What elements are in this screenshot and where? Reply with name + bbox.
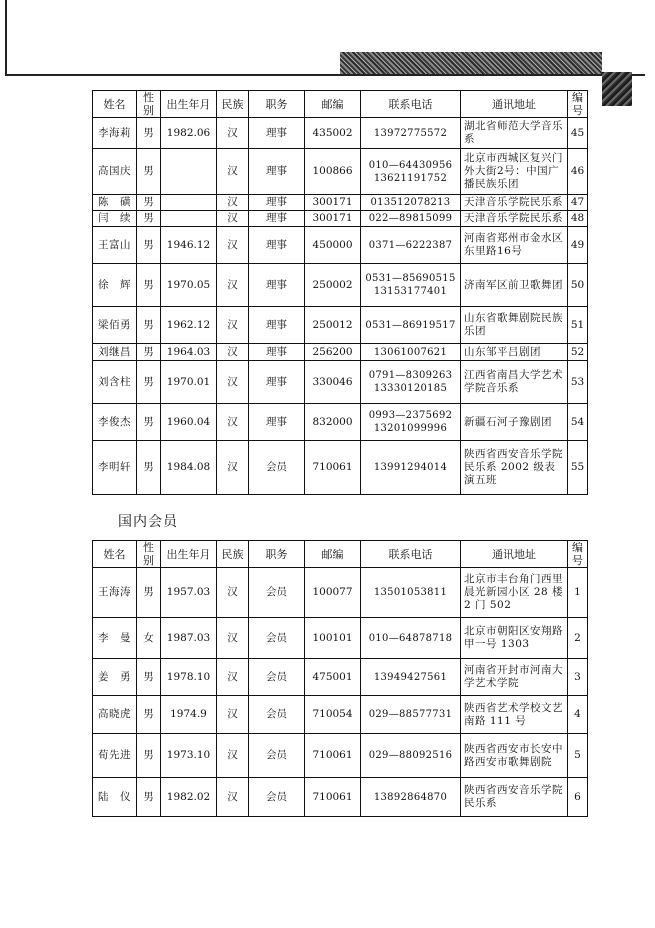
cell-postcode: 710054 bbox=[305, 696, 361, 734]
cell-birth: 1974.9 bbox=[161, 696, 217, 734]
cell-ethnicity: 汉 bbox=[217, 195, 249, 211]
left-margin-rule bbox=[5, 0, 7, 76]
cell-birth: 1984.08 bbox=[161, 441, 217, 495]
col-header: 出生年月 bbox=[161, 541, 217, 568]
cell-address: 天津音乐学院民乐系 bbox=[461, 211, 568, 227]
col-header: 民族 bbox=[217, 91, 249, 118]
cell-address: 陕西省艺术学校文艺南路 111 号 bbox=[461, 696, 568, 734]
cell-gender: 男 bbox=[137, 404, 161, 441]
cell-position: 理事 bbox=[249, 307, 305, 344]
cell-gender: 女 bbox=[137, 618, 161, 659]
cell-position: 理事 bbox=[249, 361, 305, 404]
cell-number: 4 bbox=[568, 696, 588, 734]
cell-number: 51 bbox=[568, 307, 588, 344]
cell-number: 50 bbox=[568, 264, 588, 307]
col-header: 民族 bbox=[217, 541, 249, 568]
col-header: 联系电话 bbox=[361, 91, 461, 118]
cell-postcode: 330046 bbox=[305, 361, 361, 404]
cell-gender: 男 bbox=[137, 195, 161, 211]
cell-name: 荀先进 bbox=[93, 734, 137, 778]
cell-gender: 男 bbox=[137, 778, 161, 817]
cell-ethnicity: 汉 bbox=[217, 568, 249, 618]
cell-ethnicity: 汉 bbox=[217, 734, 249, 778]
cell-birth: 1982.02 bbox=[161, 778, 217, 817]
cell-position: 会员 bbox=[249, 696, 305, 734]
cell-gender: 男 bbox=[137, 441, 161, 495]
table-header-row bbox=[93, 541, 588, 568]
cell-birth: 1946.12 bbox=[161, 227, 217, 264]
cell-birth: 1987.03 bbox=[161, 618, 217, 659]
table-row bbox=[93, 264, 588, 307]
cell-phone: 022—89815099 bbox=[361, 211, 461, 227]
cell-name: 李俊杰 bbox=[93, 404, 137, 441]
cell-postcode: 100077 bbox=[305, 568, 361, 618]
cell-postcode: 300171 bbox=[305, 195, 361, 211]
cell-name: 高国庆 bbox=[93, 149, 137, 195]
col-header: 编号 bbox=[568, 541, 588, 568]
cell-ethnicity: 汉 bbox=[217, 696, 249, 734]
cell-gender: 男 bbox=[137, 227, 161, 264]
cell-ethnicity: 汉 bbox=[217, 778, 249, 817]
cell-phone: 0371—6222387 bbox=[361, 227, 461, 264]
cell-postcode: 250012 bbox=[305, 307, 361, 344]
cell-ethnicity: 汉 bbox=[217, 441, 249, 495]
cell-phone: 010—64878718 bbox=[361, 618, 461, 659]
table-row bbox=[93, 211, 588, 227]
cell-position: 会员 bbox=[249, 568, 305, 618]
cell-name: 李海莉 bbox=[93, 118, 137, 149]
col-header: 编号 bbox=[568, 91, 588, 118]
cell-name: 李 曼 bbox=[93, 618, 137, 659]
cell-position: 理事 bbox=[249, 227, 305, 264]
cell-position: 理事 bbox=[249, 344, 305, 361]
table-row bbox=[93, 734, 588, 778]
cell-phone: 0791—8309263 13330120185 bbox=[361, 361, 461, 404]
cell-postcode: 100101 bbox=[305, 618, 361, 659]
cell-number: 46 bbox=[568, 149, 588, 195]
cell-name: 高晓虎 bbox=[93, 696, 137, 734]
cell-position: 理事 bbox=[249, 118, 305, 149]
cell-position: 会员 bbox=[249, 441, 305, 495]
table-header-row bbox=[93, 91, 588, 118]
cell-ethnicity: 汉 bbox=[217, 404, 249, 441]
cell-number: 2 bbox=[568, 618, 588, 659]
cell-phone: 13061007621 bbox=[361, 344, 461, 361]
cell-birth: 1973.10 bbox=[161, 734, 217, 778]
table-row bbox=[93, 618, 588, 659]
cell-postcode: 710061 bbox=[305, 778, 361, 817]
cell-gender: 男 bbox=[137, 659, 161, 696]
cell-birth bbox=[161, 211, 217, 227]
cell-address: 山东邹平吕剧团 bbox=[461, 344, 568, 361]
cell-address: 陕西省西安市长安中路西安市歌舞剧院 bbox=[461, 734, 568, 778]
cell-number: 53 bbox=[568, 361, 588, 404]
cell-postcode: 710061 bbox=[305, 734, 361, 778]
cell-name: 姜 勇 bbox=[93, 659, 137, 696]
cell-phone: 13501053811 bbox=[361, 568, 461, 618]
cell-ethnicity: 汉 bbox=[217, 618, 249, 659]
cell-number: 52 bbox=[568, 344, 588, 361]
cell-name: 陆 仪 bbox=[93, 778, 137, 817]
table-row bbox=[93, 778, 588, 817]
table-row bbox=[93, 118, 588, 149]
cell-address: 陕西省西安音乐学院民乐系 2002 级表演五班 bbox=[461, 441, 568, 495]
cell-address: 新疆石河子豫剧团 bbox=[461, 404, 568, 441]
cell-number: 3 bbox=[568, 659, 588, 696]
cell-ethnicity: 汉 bbox=[217, 344, 249, 361]
cell-position: 理事 bbox=[249, 404, 305, 441]
cell-gender: 男 bbox=[137, 361, 161, 404]
cell-number: 5 bbox=[568, 734, 588, 778]
cell-birth: 1970.05 bbox=[161, 264, 217, 307]
cell-gender: 男 bbox=[137, 149, 161, 195]
cell-ethnicity: 汉 bbox=[217, 118, 249, 149]
cell-phone: 029—88577731 bbox=[361, 696, 461, 734]
cell-position: 会员 bbox=[249, 618, 305, 659]
table-row bbox=[93, 696, 588, 734]
cell-postcode: 435002 bbox=[305, 118, 361, 149]
cell-gender: 男 bbox=[137, 307, 161, 344]
cell-address: 陕西省西安音乐学院民乐系 bbox=[461, 778, 568, 817]
cell-ethnicity: 汉 bbox=[217, 149, 249, 195]
table-row bbox=[93, 441, 588, 495]
cell-number: 54 bbox=[568, 404, 588, 441]
col-header: 邮编 bbox=[305, 91, 361, 118]
cell-position: 会员 bbox=[249, 659, 305, 696]
cell-gender: 男 bbox=[137, 568, 161, 618]
cell-position: 理事 bbox=[249, 149, 305, 195]
cell-birth: 1957.03 bbox=[161, 568, 217, 618]
col-header: 通讯地址 bbox=[461, 541, 568, 568]
cell-postcode: 710061 bbox=[305, 441, 361, 495]
table-row bbox=[93, 568, 588, 618]
cell-postcode: 256200 bbox=[305, 344, 361, 361]
cell-postcode: 475001 bbox=[305, 659, 361, 696]
cell-number: 45 bbox=[568, 118, 588, 149]
cell-address: 河南省郑州市金水区东里路16号 bbox=[461, 227, 568, 264]
table-row bbox=[93, 659, 588, 696]
cell-name: 陈 磺 bbox=[93, 195, 137, 211]
cell-name: 刘含柱 bbox=[93, 361, 137, 404]
table-row bbox=[93, 361, 588, 404]
cell-name: 王富山 bbox=[93, 227, 137, 264]
cell-position: 会员 bbox=[249, 778, 305, 817]
cell-phone: 0531—85690515 13153177401 bbox=[361, 264, 461, 307]
cell-position: 会员 bbox=[249, 734, 305, 778]
header-decorative-band bbox=[340, 52, 602, 76]
cell-position: 理事 bbox=[249, 264, 305, 307]
cell-birth: 1978.10 bbox=[161, 659, 217, 696]
cell-ethnicity: 汉 bbox=[217, 307, 249, 344]
cell-ethnicity: 汉 bbox=[217, 211, 249, 227]
cell-phone: 13949427561 bbox=[361, 659, 461, 696]
cell-gender: 男 bbox=[137, 734, 161, 778]
col-header: 姓名 bbox=[93, 541, 137, 568]
table-row bbox=[93, 195, 588, 211]
cell-address: 北京市丰台角门西里晨光新园小区 28 楼 2 门 502 bbox=[461, 568, 568, 618]
cell-number: 1 bbox=[568, 568, 588, 618]
section-title: 国内会员 bbox=[118, 514, 178, 530]
cell-address: 济南军区前卫歌舞团 bbox=[461, 264, 568, 307]
cell-postcode: 100866 bbox=[305, 149, 361, 195]
cell-address: 北京市朝阳区安翔路甲一号 1303 bbox=[461, 618, 568, 659]
table-row bbox=[93, 227, 588, 264]
cell-gender: 男 bbox=[137, 118, 161, 149]
cell-phone: 0531—86919517 bbox=[361, 307, 461, 344]
cell-postcode: 250002 bbox=[305, 264, 361, 307]
cell-phone: 029—88092516 bbox=[361, 734, 461, 778]
cell-birth: 1962.12 bbox=[161, 307, 217, 344]
page-corner-tab bbox=[602, 72, 632, 106]
cell-birth: 1960.04 bbox=[161, 404, 217, 441]
cell-gender: 男 bbox=[137, 264, 161, 307]
cell-number: 6 bbox=[568, 778, 588, 817]
cell-number: 55 bbox=[568, 441, 588, 495]
col-header: 通讯地址 bbox=[461, 91, 568, 118]
cell-name: 王海涛 bbox=[93, 568, 137, 618]
col-header: 性别 bbox=[137, 91, 161, 118]
col-header: 邮编 bbox=[305, 541, 361, 568]
cell-name: 闫 续 bbox=[93, 211, 137, 227]
council-members-table bbox=[92, 90, 588, 495]
table-row bbox=[93, 149, 588, 195]
cell-position: 理事 bbox=[249, 195, 305, 211]
table-row bbox=[93, 344, 588, 361]
cell-address: 天津音乐学院民乐系 bbox=[461, 195, 568, 211]
cell-phone: 13991294014 bbox=[361, 441, 461, 495]
cell-address: 山东省歌舞剧院民族乐团 bbox=[461, 307, 568, 344]
cell-phone: 0993—2375692 13201099996 bbox=[361, 404, 461, 441]
cell-name: 徐 辉 bbox=[93, 264, 137, 307]
cell-ethnicity: 汉 bbox=[217, 659, 249, 696]
cell-birth: 1964.03 bbox=[161, 344, 217, 361]
cell-birth bbox=[161, 149, 217, 195]
cell-number: 48 bbox=[568, 211, 588, 227]
cell-name: 刘继昌 bbox=[93, 344, 137, 361]
cell-birth bbox=[161, 195, 217, 211]
cell-postcode: 300171 bbox=[305, 211, 361, 227]
cell-ethnicity: 汉 bbox=[217, 361, 249, 404]
cell-address: 湖北省师范大学音乐系 bbox=[461, 118, 568, 149]
col-header: 职务 bbox=[249, 541, 305, 568]
table-row bbox=[93, 307, 588, 344]
cell-phone: 013512078213 bbox=[361, 195, 461, 211]
col-header: 职务 bbox=[249, 91, 305, 118]
cell-birth: 1982.06 bbox=[161, 118, 217, 149]
cell-gender: 男 bbox=[137, 344, 161, 361]
cell-phone: 13892864870 bbox=[361, 778, 461, 817]
table-row bbox=[93, 404, 588, 441]
cell-name: 李明轩 bbox=[93, 441, 137, 495]
cell-address: 河南省开封市河南大学艺术学院 bbox=[461, 659, 568, 696]
cell-phone: 13972775572 bbox=[361, 118, 461, 149]
cell-ethnicity: 汉 bbox=[217, 264, 249, 307]
cell-phone: 010—64430956 13621191752 bbox=[361, 149, 461, 195]
cell-number: 49 bbox=[568, 227, 588, 264]
cell-number: 47 bbox=[568, 195, 588, 211]
cell-position: 理事 bbox=[249, 211, 305, 227]
cell-gender: 男 bbox=[137, 211, 161, 227]
cell-postcode: 832000 bbox=[305, 404, 361, 441]
cell-ethnicity: 汉 bbox=[217, 227, 249, 264]
cell-postcode: 450000 bbox=[305, 227, 361, 264]
header-rule bbox=[5, 74, 645, 76]
cell-name: 梁佰勇 bbox=[93, 307, 137, 344]
cell-address: 北京市西城区复兴门外大街2号：中国广播民族乐团 bbox=[461, 149, 568, 195]
col-header: 联系电话 bbox=[361, 541, 461, 568]
cell-gender: 男 bbox=[137, 696, 161, 734]
col-header: 出生年月 bbox=[161, 91, 217, 118]
cell-birth: 1970.01 bbox=[161, 361, 217, 404]
cell-address: 江西省南昌大学艺术学院音乐系 bbox=[461, 361, 568, 404]
col-header: 性别 bbox=[137, 541, 161, 568]
col-header: 姓名 bbox=[93, 91, 137, 118]
domestic-members-table bbox=[92, 540, 588, 817]
